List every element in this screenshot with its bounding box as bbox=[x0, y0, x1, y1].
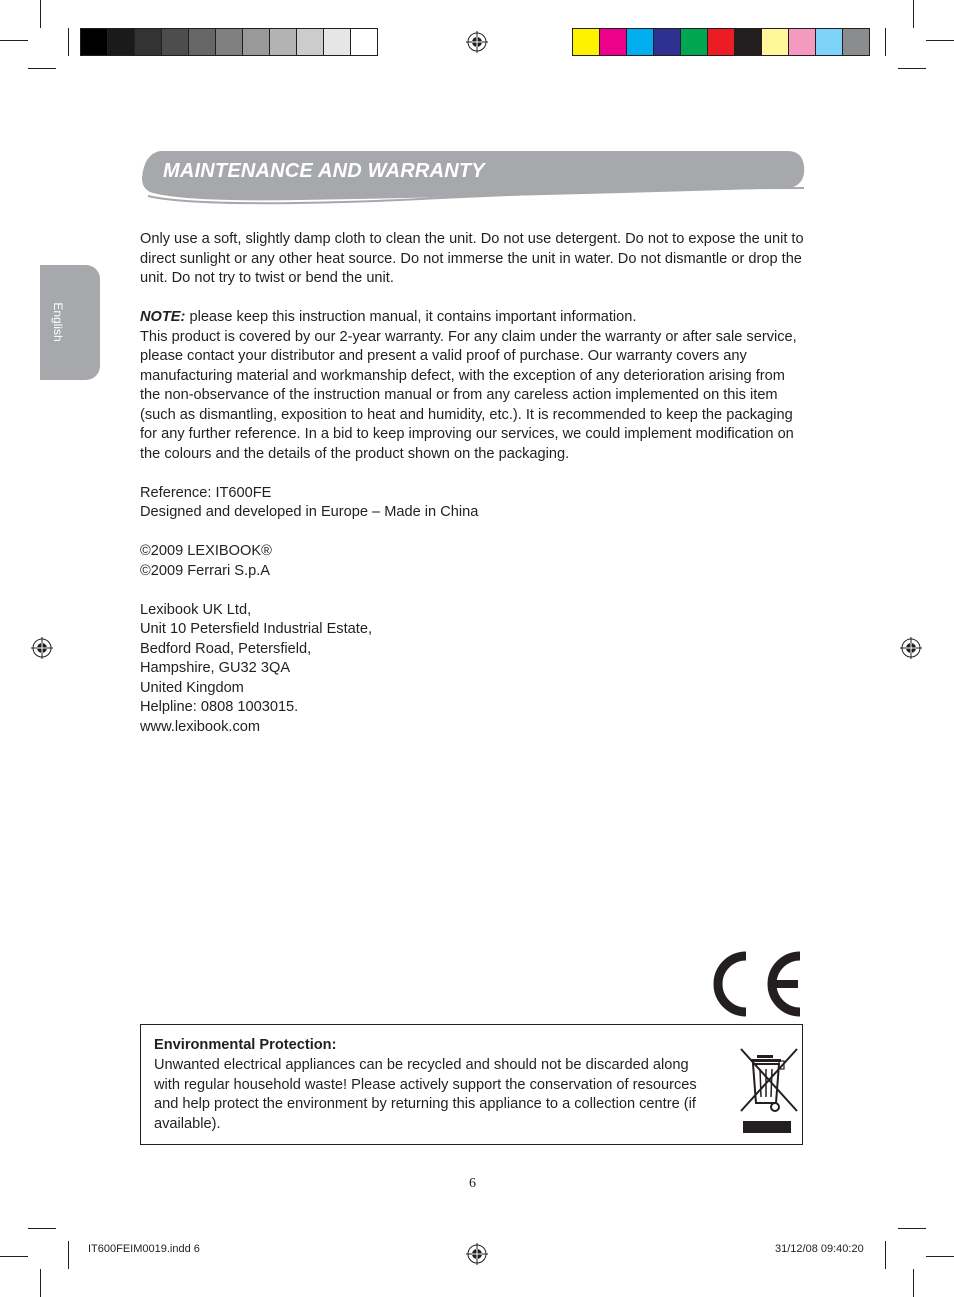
crop-mark bbox=[28, 1228, 56, 1229]
crop-mark bbox=[0, 40, 28, 41]
color-swatch bbox=[189, 29, 216, 55]
crop-mark bbox=[926, 40, 954, 41]
color-swatch bbox=[162, 29, 189, 55]
maintenance-paragraph: Only use a soft, slightly damp cloth to clean the unit. Do not use detergent. Do not to expose the unit to direct sunlight or any other heat source. Do not immerse the unit in water. Do not dismantle or drop the unit. Do not try to twist or bend the unit. bbox=[140, 231, 804, 286]
grayscale-bar bbox=[80, 28, 378, 56]
crop-mark bbox=[898, 1228, 926, 1229]
color-swatch bbox=[270, 29, 297, 55]
section-title: MAINTENANCE AND WARRANTY bbox=[163, 160, 485, 182]
registration-mark-icon bbox=[31, 637, 53, 659]
warranty-paragraph: This product is covered by our 2-year warranty. For any claim under the warranty or after sale service, please contact your distributor and present a valid proof of purchase. Our warranty covers any manufacturing material and workmanship defect, with the exception of any deterioration arising from the non-observance of the instruction manual or from any careless action implemented on this item (such as dismantling, exposition to heat and humidity, etc.). It is recommended to keep the packaging for any further reference. In a bid to keep improving our services, we could implement modification on the colours and the details of the product shown on the packaging. bbox=[140, 328, 797, 462]
color-swatch bbox=[789, 29, 816, 55]
address-line: Bedford Road, Petersfield, bbox=[140, 640, 312, 657]
crop-mark bbox=[40, 1269, 41, 1297]
crop-mark bbox=[926, 1256, 954, 1257]
color-swatch bbox=[600, 29, 627, 55]
color-swatch bbox=[708, 29, 735, 55]
crop-mark bbox=[68, 28, 69, 56]
ce-mark-icon bbox=[710, 950, 804, 1018]
copyright-line: ©2009 LEXIBOOK® bbox=[140, 543, 272, 559]
environment-notice bbox=[140, 1024, 803, 1145]
note-paragraph bbox=[140, 308, 805, 328]
color-swatch bbox=[843, 29, 869, 55]
crop-mark bbox=[885, 28, 886, 56]
color-swatch bbox=[297, 29, 324, 55]
color-swatch bbox=[681, 29, 708, 55]
note-label: NOTE: bbox=[140, 309, 186, 325]
crop-mark bbox=[913, 1269, 914, 1297]
registration-mark-icon bbox=[466, 31, 488, 53]
color-swatch bbox=[351, 29, 377, 55]
bin-underline-bar bbox=[743, 1121, 791, 1133]
crop-mark bbox=[28, 68, 56, 69]
note-text: please keep this instruction manual, it contains important information. bbox=[185, 309, 637, 325]
origin-line: Designed and developed in Europe – Made in China bbox=[140, 504, 479, 520]
language-tab-label: English bbox=[51, 302, 65, 342]
body-text bbox=[140, 230, 805, 737]
page-number: 6 bbox=[469, 1176, 476, 1191]
color-swatch bbox=[81, 29, 108, 55]
environment-text: Unwanted electrical appliances can be recycled and should not be discarded along with regular household waste! Please actively support the conservation of resources and help protect the environment by returning this appliance to a collection centre (if available). bbox=[154, 1057, 697, 1132]
color-bar bbox=[572, 28, 870, 56]
address-line: United Kingdom bbox=[140, 679, 244, 696]
color-swatch bbox=[324, 29, 351, 55]
registration-mark-icon bbox=[466, 1243, 488, 1265]
address-line: Hampshire, GU32 3QA bbox=[140, 660, 291, 676]
website-link[interactable]: www.lexibook.com bbox=[140, 718, 261, 735]
color-swatch bbox=[135, 29, 162, 55]
crop-mark bbox=[913, 0, 914, 28]
color-swatch bbox=[108, 29, 135, 55]
color-swatch bbox=[573, 29, 600, 55]
environment-title: Environmental Protection: bbox=[154, 1037, 337, 1053]
color-swatch bbox=[654, 29, 681, 55]
crossed-out-bin-icon bbox=[739, 1047, 801, 1117]
crop-mark bbox=[0, 1256, 28, 1257]
language-tab bbox=[40, 265, 100, 380]
color-swatch bbox=[243, 29, 270, 55]
reference-line: Reference: IT600FE bbox=[140, 484, 272, 501]
helpline: Helpline: 0808 1003015. bbox=[140, 699, 299, 715]
color-swatch bbox=[216, 29, 243, 55]
slug-date: 31/12/08 09:40:20 bbox=[775, 1243, 864, 1255]
color-swatch bbox=[627, 29, 654, 55]
slug-file: IT600FEIM0019.indd 6 bbox=[88, 1243, 200, 1255]
address-line: Unit 10 Petersfield Industrial Estate, bbox=[140, 621, 372, 637]
address-line: Lexibook UK Ltd, bbox=[140, 601, 252, 618]
crop-mark bbox=[40, 0, 41, 28]
crop-mark bbox=[898, 68, 926, 69]
copyright-line: ©2009 Ferrari S.p.A bbox=[140, 562, 270, 579]
crop-mark bbox=[885, 1241, 886, 1269]
color-swatch bbox=[816, 29, 843, 55]
crop-mark bbox=[68, 1241, 69, 1269]
color-swatch bbox=[762, 29, 789, 55]
color-swatch bbox=[735, 29, 762, 55]
registration-mark-icon bbox=[900, 637, 922, 659]
